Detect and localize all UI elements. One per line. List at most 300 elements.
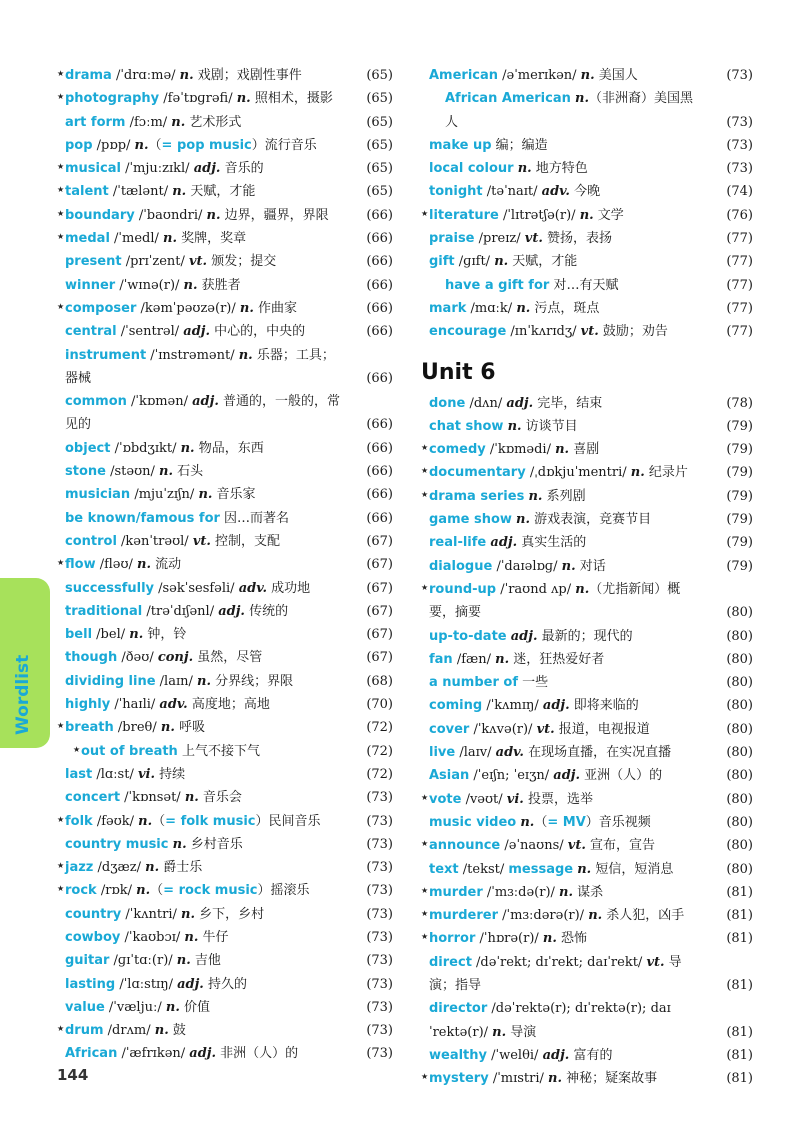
page-reference: (66) [366, 417, 393, 433]
headword: coming [429, 698, 483, 714]
part-of-speech: adj. [542, 698, 570, 714]
entry-text [65, 856, 393, 879]
wordlist-entry [57, 320, 393, 343]
definition: /əˈmerɪkən/ [498, 68, 581, 83]
headword: lasting [65, 976, 116, 992]
page-reference: (70) [366, 697, 393, 713]
headword: director [429, 1001, 488, 1017]
wordlist-entry [57, 390, 393, 437]
headword: local colour [429, 161, 514, 177]
part-of-speech: adv. [495, 745, 524, 761]
page-reference: (68) [366, 673, 393, 689]
definition: /ˈwɪnə(r)/ [115, 277, 184, 293]
wordlist-entry [421, 951, 753, 998]
definition: 普通的，一般的，常见的 [65, 394, 341, 433]
definition: 乡下，乡村 [195, 906, 265, 922]
headword: literature [429, 207, 499, 223]
page-reference: (81) [726, 1047, 753, 1063]
entry-text [429, 741, 753, 764]
headword: pop [65, 137, 93, 153]
entry-text [429, 625, 753, 648]
definition: /fləʊ/ [95, 557, 138, 573]
page-reference: (65) [366, 137, 393, 153]
part-of-speech: adv. [238, 580, 267, 596]
page-reference: (77) [726, 300, 753, 316]
wordlist-entry [57, 1019, 393, 1042]
star-icon: ★ [57, 558, 65, 568]
part-of-speech: adj. [192, 394, 219, 410]
headword: up-to-date [429, 628, 507, 644]
definition: 地方特色 [531, 161, 588, 177]
part-of-speech: n. [183, 277, 198, 293]
definition: /fəˈtɒɡrəfi/ [159, 91, 237, 107]
definition: /ˈeɪʃn; ˈeɪʒn/ [469, 768, 554, 784]
wordlist-entry [421, 555, 753, 578]
definition: 作曲家 [253, 300, 297, 316]
page-reference: (66) [366, 510, 393, 526]
definition: 艺术形式 [185, 114, 242, 130]
definition: （ [148, 137, 162, 153]
wordlist-entry [57, 157, 393, 180]
entry-text [429, 461, 753, 484]
part-of-speech: n. [181, 906, 196, 922]
headword: concert [65, 790, 121, 806]
headword: music video [429, 814, 517, 830]
definition: /pɒp/ [92, 137, 135, 153]
definition: /ðəʊ/ [117, 650, 158, 666]
headword: a number of [429, 675, 519, 691]
part-of-speech: n. [160, 720, 175, 736]
wordlist-entry [421, 788, 753, 811]
star-icon: ★ [57, 814, 65, 824]
wordlist-entry [57, 204, 393, 227]
star-icon: ★ [57, 69, 65, 78]
part-of-speech: n. [528, 488, 543, 504]
wordlist-entry [57, 903, 393, 926]
entry-text [429, 250, 753, 273]
part-of-speech: n. [134, 137, 149, 153]
definition: /ˈmjuːzɪkl/ [120, 161, 194, 177]
definition: 高度地；高地 [187, 697, 270, 713]
page-reference: (72) [366, 766, 393, 782]
star-icon: ★ [57, 162, 65, 172]
wordlist-entry [421, 320, 753, 343]
definition: /dʌn/ [465, 395, 507, 411]
part-of-speech: adj. [510, 628, 538, 644]
part-of-speech: n. [239, 300, 254, 316]
entry-text [65, 390, 393, 437]
definition: 喜剧 [569, 442, 600, 458]
part-of-speech: vt. [189, 254, 208, 270]
star-icon: ★ [57, 884, 65, 894]
definition: 音乐家 [212, 487, 256, 503]
page-reference: (73) [366, 906, 393, 922]
entry-text [65, 87, 393, 110]
part-of-speech: adj. [506, 395, 534, 411]
entry-text [65, 1042, 393, 1065]
star-icon: ★ [421, 909, 429, 919]
page-reference: (79) [726, 488, 753, 504]
wordlist-entry [421, 625, 753, 648]
headword: message [508, 861, 574, 877]
part-of-speech: n. [176, 953, 191, 969]
headword: real-life [429, 535, 487, 551]
part-of-speech: n. [542, 931, 557, 947]
part-of-speech: n. [516, 300, 531, 316]
definition: 杀人犯，凶手 [602, 908, 685, 924]
wordlist-entry [57, 740, 393, 763]
definition: 迷，狂热爱好者 [509, 651, 605, 667]
entry-text [429, 134, 753, 157]
entry-text [429, 157, 753, 180]
definition: 分界线；界限 [210, 673, 294, 689]
wordlist-entry [57, 996, 393, 1019]
headword: country music [65, 836, 169, 852]
definition: /dəˈrektə(r); dɪˈrektə(r); daɪˈrektə(r)/ [429, 1001, 671, 1040]
definition: /trəˈdɪʃənl/ [142, 603, 219, 619]
definition: （ [152, 813, 166, 829]
wordlist-entry [421, 508, 753, 531]
star-icon: ★ [421, 208, 429, 218]
part-of-speech: n. [579, 207, 594, 223]
page-reference: (77) [726, 254, 753, 270]
part-of-speech: adj. [542, 1047, 570, 1063]
definition: /ˈkɒmən/ [126, 394, 193, 410]
entry-text [429, 834, 753, 857]
definition: 流动 [151, 557, 182, 573]
page-reference: (66) [366, 324, 393, 340]
entry-text [429, 297, 753, 320]
wordlist-entry [57, 856, 393, 879]
definition: /ˈdaɪəlɒɡ/ [492, 558, 562, 574]
page-reference: (79) [726, 418, 753, 434]
definition: 宣布，宣告 [585, 838, 656, 854]
definition: 一些 [518, 675, 549, 691]
headword: have a gift for [445, 277, 550, 293]
entry-text [429, 485, 753, 508]
part-of-speech: n. [559, 884, 574, 900]
wordlist-entry [57, 507, 393, 530]
definition: 神秘；疑案故事 [562, 1071, 658, 1087]
part-of-speech: n. [495, 651, 510, 667]
star-icon: ★ [421, 1072, 429, 1082]
definition: /ˈkʌntri/ [121, 906, 182, 922]
headword: horror [429, 931, 476, 947]
entry-text [65, 157, 393, 180]
entry-text [65, 646, 393, 669]
wordlist-entry [421, 858, 753, 881]
page-reference: (80) [726, 698, 753, 714]
wordlist-entry [421, 531, 753, 554]
wordlist-column-right [421, 64, 753, 1090]
wordlist-entry [57, 344, 393, 391]
entry-text [429, 415, 753, 438]
headword: central [65, 324, 117, 340]
page-reference: (66) [366, 370, 393, 386]
wordlist-entry [421, 648, 753, 671]
definition: /ˈlɑːstɪŋ/ [115, 976, 178, 992]
definition: /ˈkaʊbɔɪ/ [120, 929, 185, 945]
page-reference: (73) [726, 161, 753, 177]
definition: 石头 [173, 464, 204, 480]
definition: 持续 [155, 766, 186, 782]
headword: live [429, 745, 456, 761]
entry-text [65, 926, 393, 949]
definition: 持久的 [203, 976, 247, 992]
headword: instrument [65, 347, 147, 363]
page-reference: (73) [366, 860, 393, 876]
definition: ）摇滚乐 [257, 883, 310, 899]
headword: art form [65, 114, 126, 130]
definition: （ [150, 883, 164, 899]
headword: mystery [429, 1071, 489, 1087]
entry-text [65, 600, 393, 623]
definition: /dʒæz/ [93, 860, 146, 876]
page-reference: (81) [726, 908, 753, 924]
part-of-speech: n. [180, 440, 195, 456]
page-reference: (73) [726, 68, 753, 83]
entry-text [429, 227, 753, 250]
wordlist-entry [57, 530, 393, 553]
wordlist-entry [421, 250, 753, 273]
definition: /əˈnaʊns/ [500, 838, 568, 854]
part-of-speech: n. [137, 557, 152, 573]
wordlist-entry [57, 786, 393, 809]
headword: breath [65, 720, 114, 736]
headword: = folk music [165, 813, 256, 829]
definition: /preɪz/ [474, 231, 525, 247]
headword: bell [65, 627, 93, 643]
star-icon: ★ [57, 721, 65, 731]
entry-text [429, 392, 753, 415]
headword: dialogue [429, 558, 493, 574]
entries-left [57, 64, 393, 1066]
wordlist-entry [57, 716, 393, 739]
part-of-speech: n. [129, 627, 144, 643]
definition: 乡村音乐 [186, 836, 243, 852]
part-of-speech: n. [238, 347, 253, 363]
definition: /ˈraʊnd ʌp/ [496, 581, 576, 597]
entry-text [65, 623, 393, 646]
part-of-speech: conj. [157, 650, 194, 666]
definition: /ˈhaɪli/ [110, 697, 160, 713]
definition: ）流行音乐 [251, 137, 317, 153]
headword: musical [65, 161, 121, 177]
definition: 最新的；现代的 [537, 628, 633, 644]
definition: /ˌdɒkjuˈmentri/ [525, 465, 631, 481]
wordlist-entry [421, 764, 753, 787]
page-reference: (67) [366, 580, 393, 596]
definition: 游戏表演，竞赛节目 [530, 512, 652, 528]
definition: 恐怖 [556, 931, 588, 947]
definition: 吉他 [190, 953, 221, 969]
part-of-speech: n. [138, 813, 153, 829]
headword: direct [429, 954, 472, 970]
definition: 今晚 [569, 184, 601, 200]
definition: 获胜者 [197, 277, 241, 293]
wordlist-entry [421, 927, 753, 950]
part-of-speech: n. [575, 581, 590, 597]
definition: /səkˈsesfəli/ [154, 580, 239, 596]
headword: dividing line [65, 673, 156, 689]
page-reference: (73) [366, 883, 393, 899]
part-of-speech: n. [206, 207, 221, 223]
definition: 非洲（人）的 [216, 1046, 299, 1062]
headword: drama series [429, 488, 525, 504]
definition: 上气不接下气 [177, 743, 260, 759]
entry-text [65, 274, 393, 297]
definition: 虽然，尽管 [193, 650, 263, 666]
page-reference: (73) [366, 790, 393, 806]
definition: 美国人 [594, 68, 638, 83]
part-of-speech: adv. [159, 697, 188, 713]
definition: /fæn/ [452, 651, 496, 667]
part-of-speech: n. [492, 1024, 507, 1040]
page-reference: (73) [726, 114, 753, 130]
page-reference: (78) [726, 395, 753, 411]
page-reference: (80) [726, 675, 753, 691]
entry-text [81, 740, 393, 763]
headword: Asian [429, 768, 470, 784]
definition: /ˈɪnstrəmənt/ [146, 347, 239, 363]
headword: folk [65, 813, 93, 829]
headword: make up [429, 137, 492, 153]
headword: photography [65, 91, 160, 107]
page-reference: (80) [726, 791, 753, 807]
page-reference: (81) [726, 884, 753, 900]
definition: 颁发；提交 [207, 254, 277, 270]
entry-text [65, 134, 393, 157]
definition: /rɒk/ [96, 883, 137, 899]
star-icon: ★ [421, 443, 429, 453]
wordlist-entry [421, 578, 753, 625]
definition: 谋杀 [573, 884, 604, 900]
definition: 音乐会 [198, 790, 242, 806]
headword: wealthy [429, 1047, 487, 1063]
definition: 真实生活的 [517, 535, 587, 551]
page-reference: (66) [366, 464, 393, 480]
star-icon: ★ [57, 861, 65, 871]
definition: 投票，选举 [523, 791, 593, 807]
definition: 成功地 [267, 580, 311, 596]
definition: 传统的 [244, 603, 289, 619]
wordlist-entry [421, 834, 753, 857]
headword: though [65, 650, 118, 666]
part-of-speech: n. [179, 68, 194, 83]
part-of-speech: vt. [536, 721, 555, 737]
page-reference: (79) [726, 442, 753, 458]
entry-text [65, 903, 393, 926]
headword: encourage [429, 324, 507, 340]
definition: 污点，斑点 [530, 300, 600, 316]
part-of-speech: adj. [490, 535, 518, 551]
wordlist-entry [57, 577, 393, 600]
definition: /ˈmɜːdə(r)/ [482, 884, 560, 900]
definition: 因…而著名 [219, 510, 290, 526]
entry-text [429, 764, 753, 787]
definition: 赞扬，表扬 [542, 231, 612, 247]
entry-text [429, 858, 753, 881]
entries-right-top [421, 64, 753, 344]
part-of-speech: n. [548, 1071, 563, 1087]
definition: （非洲裔）美国黑人 [445, 91, 694, 130]
part-of-speech: vt. [580, 324, 599, 340]
wordlist-entry [57, 879, 393, 902]
page-reference: (73) [366, 999, 393, 1015]
definition: /bel/ [92, 627, 130, 643]
page-reference: (73) [366, 953, 393, 969]
wordlist-entry [421, 694, 753, 717]
definition: 奖牌，奖章 [177, 231, 247, 247]
definition: 物品，东西 [194, 440, 264, 456]
definition: 爵士乐 [159, 860, 203, 876]
page-reference: (77) [726, 231, 753, 247]
headword: tonight [429, 184, 483, 200]
part-of-speech: n. [145, 860, 160, 876]
wordlist-entry [57, 600, 393, 623]
wordlist-entry [421, 671, 753, 694]
part-of-speech: adj. [177, 976, 204, 992]
entry-text [65, 344, 393, 391]
entry-text [429, 718, 753, 741]
headword: jazz [65, 860, 94, 876]
wordlist-entry [421, 274, 753, 297]
headword: out of breath [81, 743, 178, 759]
definition: /təˈnaɪt/ [482, 184, 542, 200]
headword: murderer [429, 908, 498, 924]
page-reference: (73) [366, 836, 393, 852]
star-icon: ★ [421, 489, 429, 499]
entry-text [65, 693, 393, 716]
wordlist-entry [57, 297, 393, 320]
definition: /ɡɪft/ [454, 254, 495, 270]
entry-text [65, 297, 393, 320]
page-reference: (66) [366, 231, 393, 247]
page-number: 144 [57, 1066, 89, 1084]
headword: chat show [429, 418, 504, 434]
wordlist-entry [421, 64, 753, 87]
headword: flow [65, 557, 96, 573]
definition: /lɑːst/ [92, 766, 138, 782]
page-reference: (79) [726, 558, 753, 574]
part-of-speech: adv. [541, 184, 570, 200]
definition: 鼓 [168, 1023, 186, 1039]
wordlist-entry [421, 87, 753, 134]
page-reference: (67) [366, 603, 393, 619]
entry-text [429, 997, 753, 1044]
entry-text [429, 64, 753, 87]
page-reference: (76) [726, 207, 753, 223]
headword: gift [429, 254, 455, 270]
definition: /kəmˈpəʊzə(r)/ [136, 300, 240, 316]
entry-text [429, 531, 753, 554]
entry-text [65, 111, 393, 134]
page-reference: (79) [726, 465, 753, 481]
page-reference: (67) [366, 627, 393, 643]
entry-text [429, 671, 753, 694]
definition: /kənˈtrəʊl/ [116, 533, 193, 549]
entry-text [429, 320, 753, 343]
headword: vote [429, 791, 462, 807]
part-of-speech: n. [184, 790, 199, 806]
part-of-speech: vt. [524, 231, 543, 247]
definition: 访谈节目 [521, 418, 578, 434]
definition: /ˈkʌmɪŋ/ [482, 698, 543, 714]
part-of-speech: vi. [506, 791, 524, 807]
headword: value [65, 999, 105, 1015]
wordlist-entry [57, 250, 393, 273]
entry-text [65, 577, 393, 600]
